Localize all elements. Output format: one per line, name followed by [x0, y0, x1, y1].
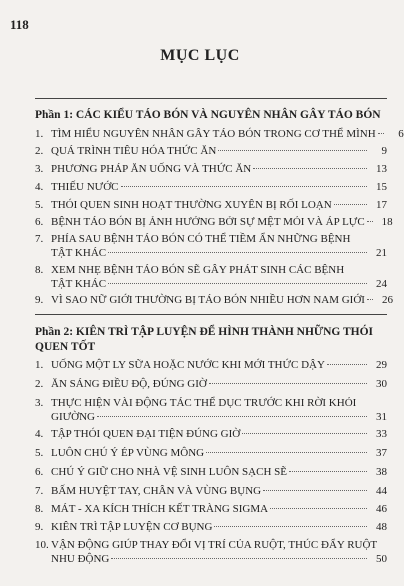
entry-number: 10.: [35, 539, 49, 551]
entry-page: 18: [381, 216, 393, 228]
toc-entry: [35, 396, 387, 424]
toc-entry: [35, 232, 387, 260]
entry-page: 15: [376, 181, 387, 193]
entry-title: THIẾU NƯỚC: [51, 181, 119, 193]
dot-leader: [263, 490, 367, 491]
toc-entry: [35, 293, 393, 307]
entry-title: THÓI QUEN SINH HOẠT THƯỜNG XUYÊN BỊ RỐI LOẠN: [51, 199, 332, 211]
page-number: 118: [10, 17, 29, 32]
entry-title-continued: TẬT KHÁC: [51, 278, 107, 290]
dot-leader: [289, 471, 367, 472]
entry-title: BỆNH TÁO BÓN BỊ ẢNH HƯỞNG BỞI SỰ MỆT MỎI VÀ ÁP LỰC: [51, 216, 365, 228]
section-2-top-rule: [35, 314, 387, 315]
entry-number: 8.: [35, 264, 44, 276]
entry-page: 38: [376, 466, 387, 478]
toc-entry: [35, 484, 387, 498]
entry-title-continued: GIƯỜNG: [51, 411, 95, 423]
toc-entry: [35, 520, 387, 534]
dot-leader: [327, 364, 367, 365]
entry-number: 3.: [35, 397, 44, 409]
dot-leader: [108, 252, 367, 253]
entry-title: MÁT - XA KÍCH THÍCH KẾT TRÀNG SIGMA: [51, 503, 269, 515]
toc-entry: [35, 377, 387, 391]
section-1-top-rule: [35, 98, 387, 99]
entry-number: 1.: [35, 128, 44, 140]
toc-entry: [35, 144, 387, 158]
entry-page: 21: [376, 247, 387, 259]
toc-entry: [35, 358, 387, 372]
entry-number: 5.: [35, 199, 44, 211]
entry-title: KIÊN TRÌ TẬP LUYỆN CƠ BỤNG: [51, 521, 213, 533]
dot-leader: [378, 133, 384, 134]
dot-leader: [206, 452, 367, 453]
entry-title: ĂN SÁNG ĐIỀU ĐỘ, ĐÚNG GIỜ: [51, 378, 207, 390]
dot-leader: [111, 558, 367, 559]
entry-title-continued: NHU ĐỘNG: [51, 553, 110, 565]
entry-number: 9.: [35, 521, 44, 533]
entry-title: TẬP THÓI QUEN ĐẠI TIỆN ĐÚNG GIỜ: [51, 428, 241, 440]
entry-number: 9.: [35, 294, 44, 306]
entry-title: THỰC HIỆN VÀI ĐỘNG TÁC THỂ DỤC TRƯỚC KHI RỜI KHỎI: [51, 397, 357, 409]
entry-number: 6.: [35, 466, 44, 478]
entry-page: 26: [381, 294, 393, 306]
entry-number: 4.: [35, 181, 44, 193]
toc-entry: [35, 127, 404, 141]
toc-entry: [35, 538, 387, 566]
entry-number: 2.: [35, 378, 44, 390]
dot-leader: [97, 416, 367, 417]
entry-title: VẬN ĐỘNG GIÚP THAY ĐỔI VỊ TRÍ CỦA RUỘT, THÚC ĐẨY RUỘT: [51, 539, 378, 551]
toc-entry: [35, 162, 387, 176]
toc-entry: [35, 465, 387, 479]
dot-leader: [367, 299, 373, 300]
toc-entry: [35, 427, 387, 441]
entry-page: 9: [381, 145, 387, 157]
section-2-heading-continued: QUEN TỐT: [35, 341, 96, 353]
entry-title: QUÁ TRÌNH TIÊU HÓA THỨC ĂN: [51, 145, 217, 157]
dot-leader: [270, 508, 367, 509]
toc-entry: [35, 263, 387, 291]
entry-title: PHÍA SAU BỆNH TÁO BÓN CÓ THỂ TIỀM ẨN NHỮNG BỆNH: [51, 233, 351, 245]
dot-leader: [334, 204, 367, 205]
entry-page: 6: [398, 128, 404, 140]
entry-title: CHÚ Ý GIỮ CHO NHÀ VỆ SINH LUÔN SẠCH SẼ: [51, 466, 287, 478]
entry-page: 13: [376, 163, 387, 175]
dot-leader: [242, 433, 367, 434]
entry-page: 44: [376, 485, 387, 497]
page-title: MỤC LỤC: [160, 47, 240, 64]
dot-leader: [209, 383, 367, 384]
entry-page: 46: [376, 503, 387, 515]
entry-number: 5.: [35, 447, 44, 459]
dot-leader: [367, 221, 373, 222]
entry-title: PHƯƠNG PHÁP ĂN UỐNG VÀ THỨC ĂN: [51, 163, 252, 175]
toc-entry: [35, 198, 387, 212]
entry-title: VÌ SAO NỮ GIỚI THƯỜNG BỊ TÁO BÓN NHIỀU HƠN NAM GIỚI: [51, 294, 365, 306]
entry-number: 8.: [35, 503, 44, 515]
entry-page: 31: [376, 411, 387, 423]
entry-page: 50: [376, 553, 387, 565]
dot-leader: [253, 168, 367, 169]
entry-title: UỐNG MỘT LY SỮA HOẶC NƯỚC KHI MỚI THỨC DẬY: [51, 359, 325, 371]
entry-title-continued: TẬT KHÁC: [51, 247, 107, 259]
section-2-heading: Phần 2: KIÊN TRÌ TẬP LUYỆN ĐỂ HÌNH THÀNH NHỮNG THÓI: [35, 326, 374, 338]
entry-page: 30: [376, 378, 387, 390]
entry-title: TÌM HIỂU NGUYÊN NHÂN GÂY TÁO BÓN TRONG CƠ THỂ MÌNH: [51, 128, 376, 140]
entry-page: 33: [376, 428, 387, 440]
entry-number: 2.: [35, 145, 44, 157]
dot-leader: [108, 283, 367, 284]
dot-leader: [121, 186, 368, 187]
toc-entry: [35, 180, 387, 194]
entry-title: BẤM HUYỆT TAY, CHÂN VÀ VÙNG BỤNG: [51, 485, 262, 497]
toc-entry: [35, 502, 387, 516]
entry-number: 7.: [35, 485, 44, 497]
entry-page: 29: [376, 359, 387, 371]
entry-number: 7.: [35, 233, 44, 245]
dot-leader: [218, 150, 367, 151]
entry-title: XEM NHẸ BỆNH TÁO BÓN SẼ GÂY PHÁT SINH CÁC BỆNH: [51, 264, 345, 276]
dot-leader: [214, 526, 367, 527]
entry-number: 4.: [35, 428, 44, 440]
toc-entry: [35, 446, 387, 460]
entry-title: LUÔN CHÚ Ý ÉP VÙNG MÔNG: [51, 447, 205, 459]
entry-number: 6.: [35, 216, 44, 228]
entry-page: 48: [376, 521, 387, 533]
toc-entry: [35, 215, 393, 229]
entry-page: 24: [376, 278, 387, 290]
entry-number: 1.: [35, 359, 44, 371]
section-1-heading: Phần 1: CÁC KIỂU TÁO BÓN VÀ NGUYÊN NHÂN GÂY TÁO BÓN: [35, 109, 381, 121]
entry-page: 37: [376, 447, 387, 459]
entry-number: 3.: [35, 163, 44, 175]
entry-page: 17: [376, 199, 387, 211]
